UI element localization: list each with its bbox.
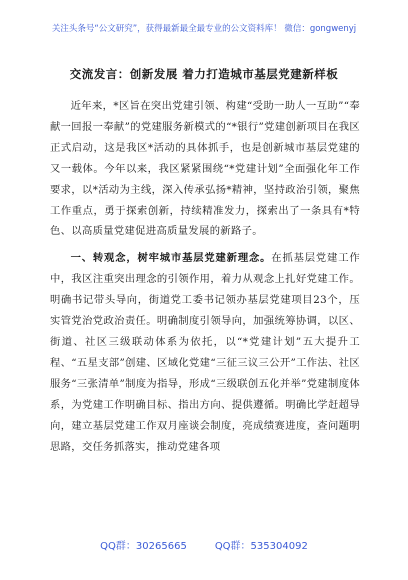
section-1-text: 在抓基层党建工作中，我区注重突出理念的引领作用，着力从观念上扎好党建工作。明确书记带头导向，街道党工委书记领办基层党建项目23个，压实管党治党政治责任。明确制度引领导向，加强统筹协调，以区、街道、社区三级联动体系为依托，以“*党建计划”五大提升工程、“五星支部”创建、区域化党建“三征三议三公开”工作法、社区服务“三张清单”制度为指导，形成“三级联创五化并举”党建制度体系，为党建工作明确目标、指出方向、提供遵循。明确比学赶超导向，建立基层党建工作双月座谈会制度，亮成绩赛进度，查问题明思路，交任务抓落实，推动党建各项 [50,252,360,453]
qq-group-2: QQ群：535304092 [214,541,308,552]
intro-paragraph: 近年来，*区旨在突出党建引领、构建“受助一助人一互助”“奉献一回报一奉献”的党建服务新模式的“*银行”党建创新项目在我区正式启动，这是我区*活动的具体抓手，也是创新城市基层党建的又一载体。今年以来，我区紧紧围绕“*党建计划”全面强化年工作要求，以*活动为主线，深入传承弘扬*精神，坚持政治引领，聚焦工作重点，勇于探索创新，持续精准发力，探索出了一条具有*特色、以高质量党建促进高质量发展的新路子。 [50,100,360,238]
document-title: 交流发言：创新发展 着力打造城市基层党建新样板 [69,67,339,81]
document-body [50,96,360,457]
header-banner: 关注头条号“公文研究”，获得最新最全最专业的公文资料库！ 微信：gongwenyj [51,24,357,34]
qq-group-1: QQ群：30265665 [100,541,187,552]
section-1-heading: 一、转观念，树牢城市基层党建新理念。 [70,252,272,265]
section-1-paragraph [50,248,360,457]
footer-contacts [0,537,408,552]
